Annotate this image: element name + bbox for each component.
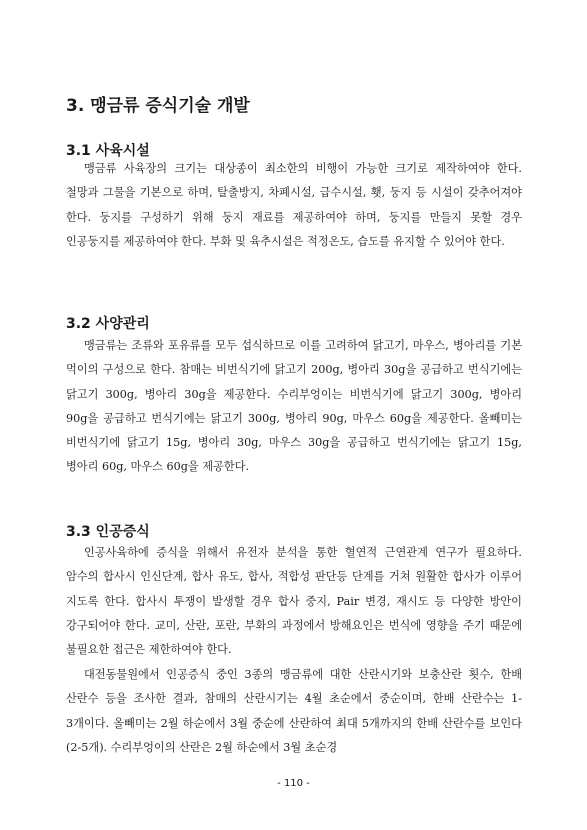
page-number: - 110 - xyxy=(277,778,310,789)
section-heading-feeding: 3.2 사양관리 xyxy=(66,316,150,332)
paragraph-breeding-2: 대전동물원에서 인공증식 중인 3종의 맹금류에 대한 산란시기와 보충산란 횟수, 한배 산란수 등을 조사한 결과, 참매의 산란시기는 4월 초순에서 중순이며, 한배 산란수는 1-3개이다. 올빼미는 2월 하순에서 3월 중순에 산란하여 최대 5개까지의 한배 산란수를 보인다(2-5개). 수리부엉이의 산란은 2월 하순에서 3월 초순경 xyxy=(66,668,522,754)
chapter-title: 3. 맹금류 증식기술 개발 xyxy=(66,96,250,116)
section-heading-breeding: 3.3 인공증식 xyxy=(66,524,150,540)
paragraph-feeding: 맹금류는 조류와 포유류를 모두 섭식하므로 이를 고려하여 닭고기, 마우스, 병아리를 기본 먹이의 구성으로 한다. 참매는 비번식기에 닭고기 200g, 병아리 30g을 공급하고 번식기에는 닭고기 300g, 병아리 30g을 제공한다. 수리부엉이는 비번식기에 닭고기 300g, 병아리 90g을 공급하고 번식기에는 닭고기 300g, 병아리 90g, 마우스 60g을 제공한다. 올빼미는 비번식기에 닭고기 15g, 병아리 30g, 마우스 30g을 공급하고 번식기에는 닭고기 15g, 병아리 60g, 마우스 60g을 제공한다. xyxy=(66,339,522,474)
paragraph-facilities: 맹금류 사육장의 크기는 대상종이 최소한의 비행이 가능한 크기로 제작하여야 한다. 철망과 그물을 기본으로 하며, 탈출방지, 차폐시설, 급수시설, 횃, 둥지 등 시설이 갖추어져야 한다. 둥지를 구성하기 위해 둥지 재료를 제공하여야 하며, 둥지를 만들지 못할 경우 인공둥지를 제공하여야 한다. 부화 및 육추시설은 적정온도, 습도를 유지할 수 있어야 한다. xyxy=(66,162,522,248)
paragraph-breeding-1: 인공사육하에 증식을 위해서 유전자 분석을 통한 혈연적 근연관계 연구가 필요하다. 암수의 합사시 인신단계, 합사 유도, 합사, 적합성 판단등 단계를 거쳐 원활한 합사가 이루어 지도록 한다. 합사시 투쟁이 발생할 경우 합사 중지, Pair 변경, 재시도 등 다양한 방안이 강구되어야 한다. 교미, 산란, 포란, 부화의 과정에서 방해요인은 번식에 영향을 주기 때문에 불필요한 접근은 제한하여야 한다. xyxy=(66,546,522,657)
section-heading-facilities: 3.1 사육시설 xyxy=(66,143,150,159)
